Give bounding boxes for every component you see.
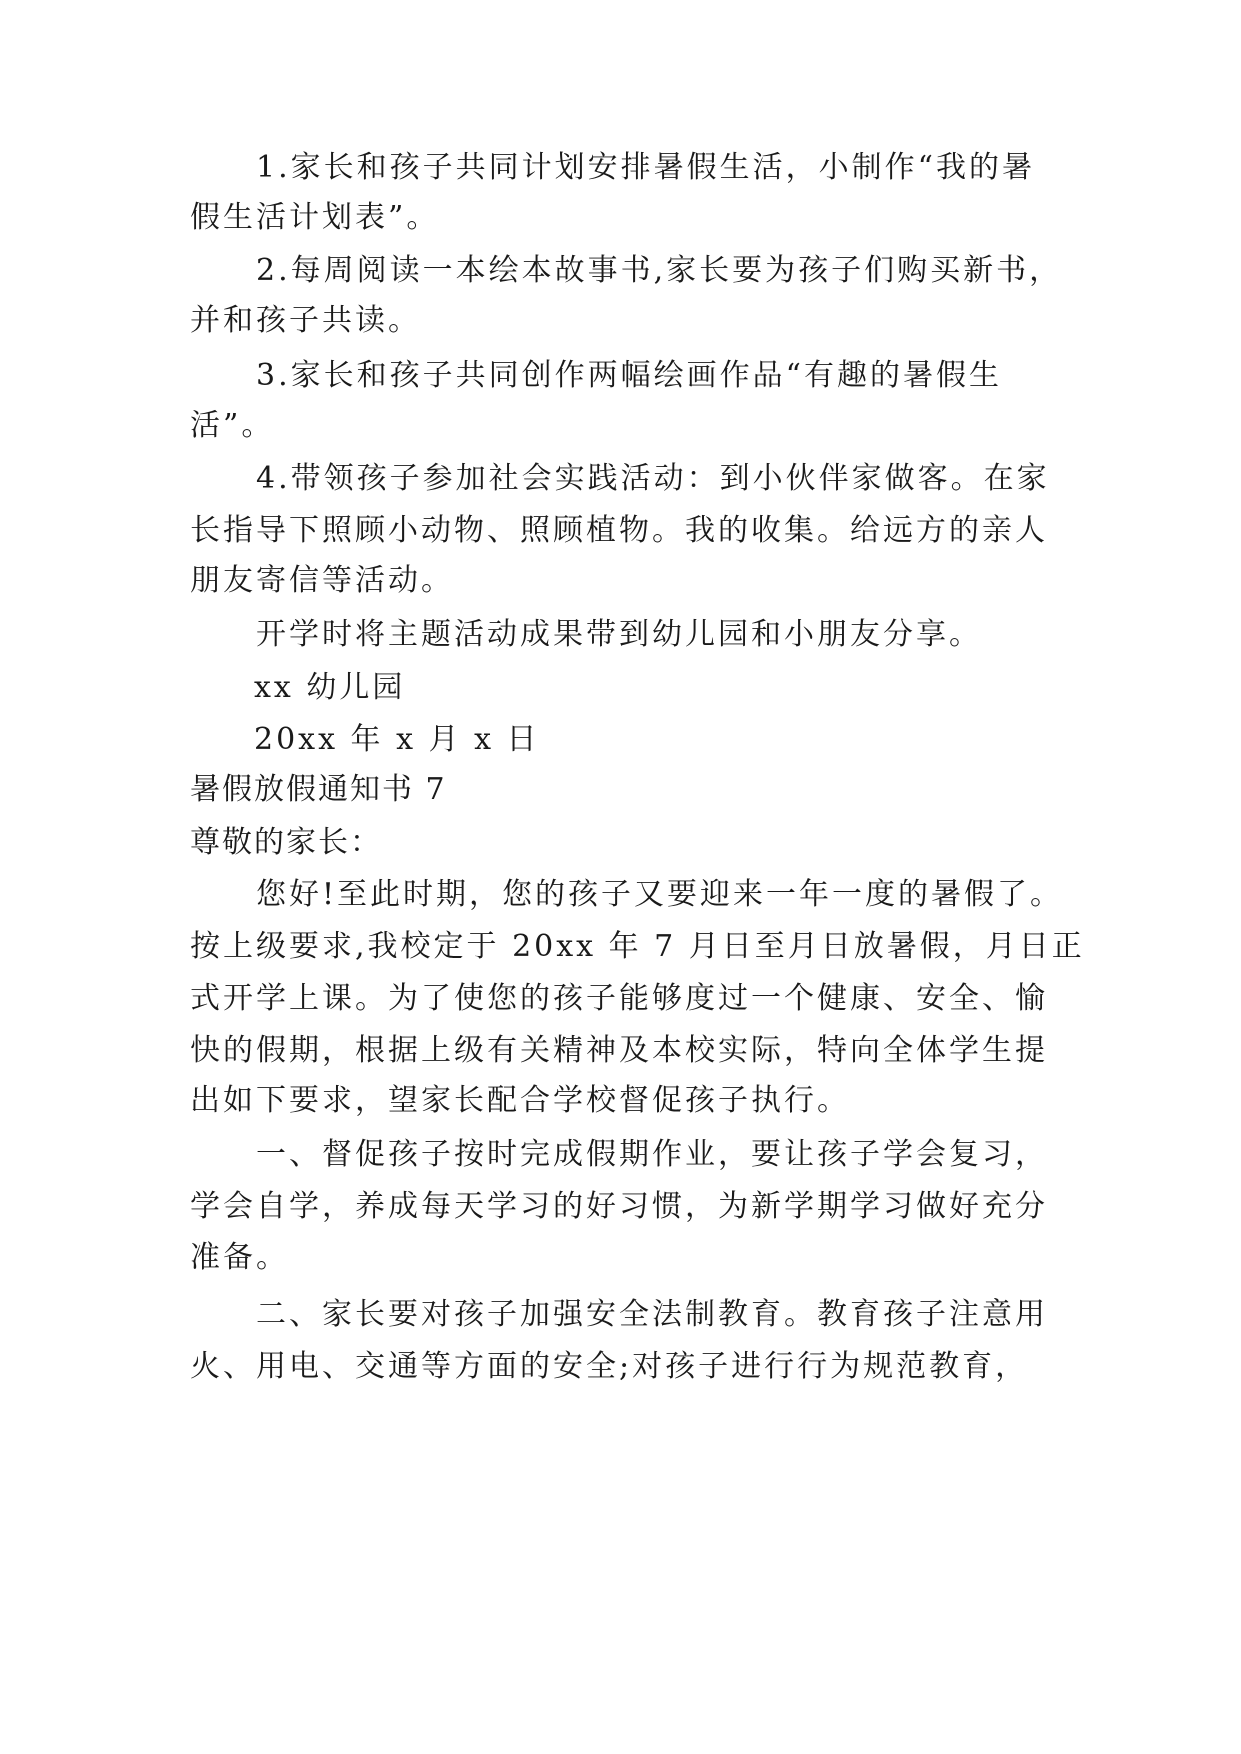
paragraph-line: 长指导下照顾小动物、照顾植物。我的收集。给远方的亲人 [190,513,1048,548]
paragraph-line: 快的假期，根据上级有关精神及本校实际，特向全体学生提 [190,1033,1048,1068]
signature-date: 20xx 年 x 月 x 日 [254,722,540,757]
paragraph-line: 假生活计划表”。 [190,200,440,235]
section-title: 暑假放假通知书 7 [190,772,447,807]
salutation: 尊敬的家长： [190,825,382,860]
paragraph-line: 活”。 [190,408,275,443]
paragraph-line: 二、家长要对孩子加强安全法制教育。教育孩子注意用 [256,1297,1048,1332]
paragraph-line: 开学时将主题活动成果带到幼儿园和小朋友分享。 [256,617,982,652]
paragraph-line: 2.每周阅读一本绘本故事书,家长要为孩子们购买新书， [256,253,1063,288]
paragraph-line: 朋友寄信等活动。 [190,563,454,598]
paragraph-line: 3.家长和孩子共同创作两幅绘画作品“有趣的暑假生 [256,358,1002,393]
paragraph-line: 按上级要求,我校定于 20xx 年 7 月日至月日放暑假，月日正 [190,929,1085,964]
signature-school: xx 幼儿园 [254,670,406,705]
paragraph-line: 准备。 [190,1240,289,1275]
paragraph-line: 出如下要求，望家长配合学校督促孩子执行。 [190,1083,850,1118]
paragraph-line: 4.带领孩子参加社会实践活动：到小伙伴家做客。在家 [256,461,1050,496]
paragraph-line: 火、用电、交通等方面的安全;对孩子进行行为规范教育， [190,1349,1029,1384]
paragraph-line: 一、督促孩子按时完成假期作业，要让孩子学会复习， [256,1137,1048,1172]
paragraph-line: 1.家长和孩子共同计划安排暑假生活，小制作“我的暑 [256,150,1035,185]
paragraph-line: 您好!至此时期，您的孩子又要迎来一年一度的暑假了。 [256,877,1064,912]
paragraph-line: 式开学上课。为了使您的孩子能够度过一个健康、安全、愉 [190,981,1048,1016]
paragraph-line: 学会自学，养成每天学习的好习惯，为新学期学习做好充分 [190,1189,1048,1224]
paragraph-line: 并和孩子共读。 [190,303,421,338]
